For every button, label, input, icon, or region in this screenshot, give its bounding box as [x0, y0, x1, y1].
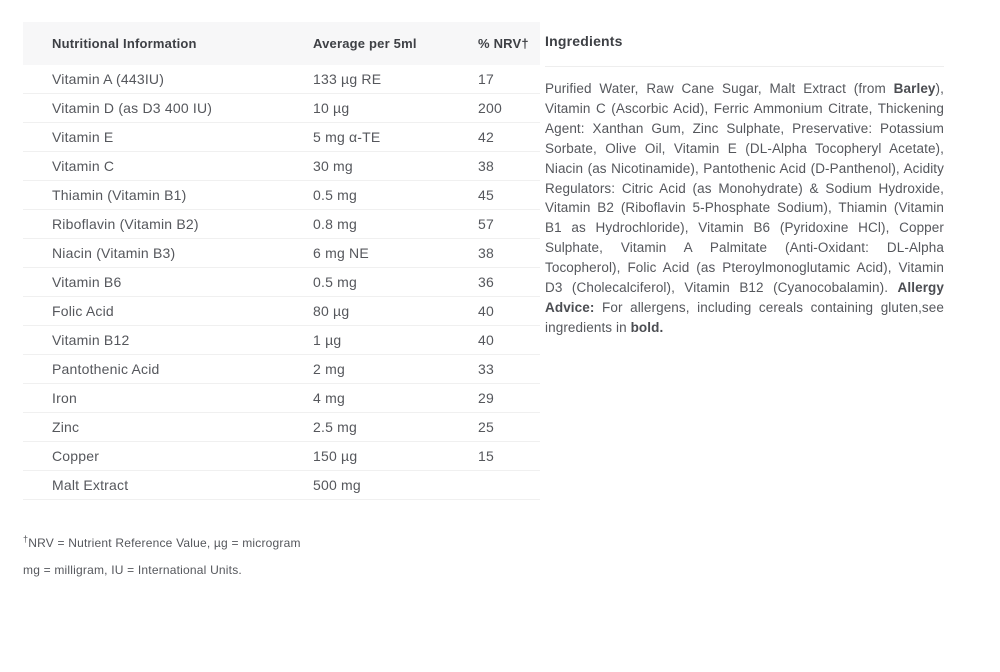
cell-nutrient-amount: 133 µg RE [313, 71, 382, 87]
cell-nutrient-amount: 4 mg [313, 390, 345, 406]
table-row [23, 326, 540, 355]
table-row [23, 355, 540, 384]
cell-nutrient-name: Zinc [52, 419, 80, 435]
cell-nutrient-name: Vitamin B12 [52, 332, 130, 348]
cell-nutrient-amount: 80 µg [313, 303, 350, 319]
cell-nutrient-name: Vitamin B6 [52, 274, 122, 290]
cell-nutrient-amount: 500 mg [313, 477, 361, 493]
cell-nutrient-amount: 150 µg [313, 448, 358, 464]
ingredients-bold-segment: Barley [893, 81, 936, 96]
footnote-line-1-text: NRV = Nutrient Reference Value, µg = microgram [28, 536, 301, 550]
column-header-percent-nrv: % NRV† [478, 36, 529, 51]
dagger-symbol: † [23, 534, 29, 544]
cell-nutrient-amount: 0.8 mg [313, 216, 357, 232]
table-row [23, 210, 540, 239]
ingredients-text [545, 79, 944, 338]
cell-nutrient-nrv: 45 [478, 187, 494, 203]
cell-nutrient-nrv: 40 [478, 332, 494, 348]
column-header-average-per-5ml: Average per 5ml [313, 36, 417, 51]
cell-nutrient-amount: 2.5 mg [313, 419, 357, 435]
cell-nutrient-nrv: 17 [478, 71, 494, 87]
cell-nutrient-name: Folic Acid [52, 303, 114, 319]
ingredients-section [545, 31, 944, 338]
table-row [23, 442, 540, 471]
cell-nutrient-amount: 30 mg [313, 158, 353, 174]
cell-nutrient-nrv: 57 [478, 216, 494, 232]
cell-nutrient-name: Iron [52, 390, 77, 406]
ingredients-divider [545, 66, 944, 67]
cell-nutrient-amount: 1 µg [313, 332, 342, 348]
cell-nutrient-amount: 0.5 mg [313, 274, 357, 290]
cell-nutrient-amount: 6 mg NE [313, 245, 369, 261]
nutrition-table [23, 22, 540, 500]
cell-nutrient-name: Copper [52, 448, 100, 464]
cell-nutrient-name: Thiamin (Vitamin B1) [52, 187, 187, 203]
cell-nutrient-amount: 10 µg [313, 100, 350, 116]
ingredients-segment: ), Vitamin C (Ascorbic Acid), Ferric Ammonium Citrate, Thickening Agent: Xanthan Gum, Zinc Sulphate, Preservative: Potassium Sorbate, Olive Oil, Vitamin E (DL-Alpha Tocopheryl Acetate), Niacin (as Nicotinamide), Pantothenic Acid (D-Panthenol), Acidity Regulators: Citric Acid (as Monohydrate) & Sodium Hydroxide, Vitamin B2 (Riboflavin 5-Phosphate Sodium), Thiamin (Vitamin B1 as Hydrochloride), Vitamin B6 (Pyridoxine HCl), Copper Sulphate, Vitamin A Palmitate (Anti-Oxidant: DL-Alpha Tocopherol), Folic Acid (as Pteroylmonoglutamic Acid), Vitamin D3 (Cholecalciferol), Vitamin B12 (Cyanocobalamin). [545, 81, 944, 296]
cell-nutrient-name: Vitamin C [52, 158, 115, 174]
ingredients-bold-segment: Allergy Advice: [545, 280, 944, 315]
cell-nutrient-nrv: 42 [478, 129, 494, 145]
cell-nutrient-nrv: 38 [478, 245, 494, 261]
table-row [23, 94, 540, 123]
cell-nutrient-nrv: 33 [478, 361, 494, 377]
table-row [23, 413, 540, 442]
table-row [23, 181, 540, 210]
cell-nutrient-name: Riboflavin (Vitamin B2) [52, 216, 199, 232]
ingredients-bold-segment: bold. [630, 319, 664, 335]
table-row [23, 384, 540, 413]
cell-nutrient-name: Vitamin D (as D3 400 IU) [52, 100, 213, 116]
ingredients-segment: Purified Water, Raw Cane Sugar, Malt Extract (from [545, 81, 894, 96]
ingredients-title: Ingredients [545, 33, 623, 49]
cell-nutrient-nrv: 200 [478, 100, 502, 116]
nutrition-table-header [23, 22, 540, 65]
cell-nutrient-nrv: 25 [478, 419, 494, 435]
table-row [23, 152, 540, 181]
cell-nutrient-nrv: 38 [478, 158, 494, 174]
cell-nutrient-name: Niacin (Vitamin B3) [52, 245, 176, 261]
cell-nutrient-name: Vitamin A (443IU) [52, 71, 165, 87]
table-row [23, 268, 540, 297]
cell-nutrient-name: Malt Extract [52, 477, 129, 493]
table-row [23, 65, 540, 94]
cell-nutrient-amount: 5 mg α-TE [313, 129, 381, 145]
cell-nutrient-name: Vitamin E [52, 129, 114, 145]
table-row [23, 239, 540, 268]
cell-nutrient-nrv: 40 [478, 303, 494, 319]
ingredients-segment: For allergens, including cereals containing gluten,see ingredients in [545, 299, 944, 335]
cell-nutrient-nrv: 15 [478, 448, 494, 464]
cell-nutrient-name: Pantothenic Acid [52, 361, 160, 377]
table-row [23, 297, 540, 326]
cell-nutrient-nrv: 36 [478, 274, 494, 290]
table-row [23, 123, 540, 152]
table-footnotes [23, 532, 301, 577]
cell-nutrient-amount: 2 mg [313, 361, 345, 377]
column-header-nutritional-information: Nutritional Information [52, 36, 197, 51]
cell-nutrient-nrv: 29 [478, 390, 494, 406]
cell-nutrient-amount: 0.5 mg [313, 187, 357, 203]
nutrition-table-body [23, 65, 540, 500]
table-row [23, 471, 540, 500]
footnote-line-1 [23, 532, 301, 550]
footnote-line-2: mg = milligram, IU = International Units. [23, 563, 242, 577]
